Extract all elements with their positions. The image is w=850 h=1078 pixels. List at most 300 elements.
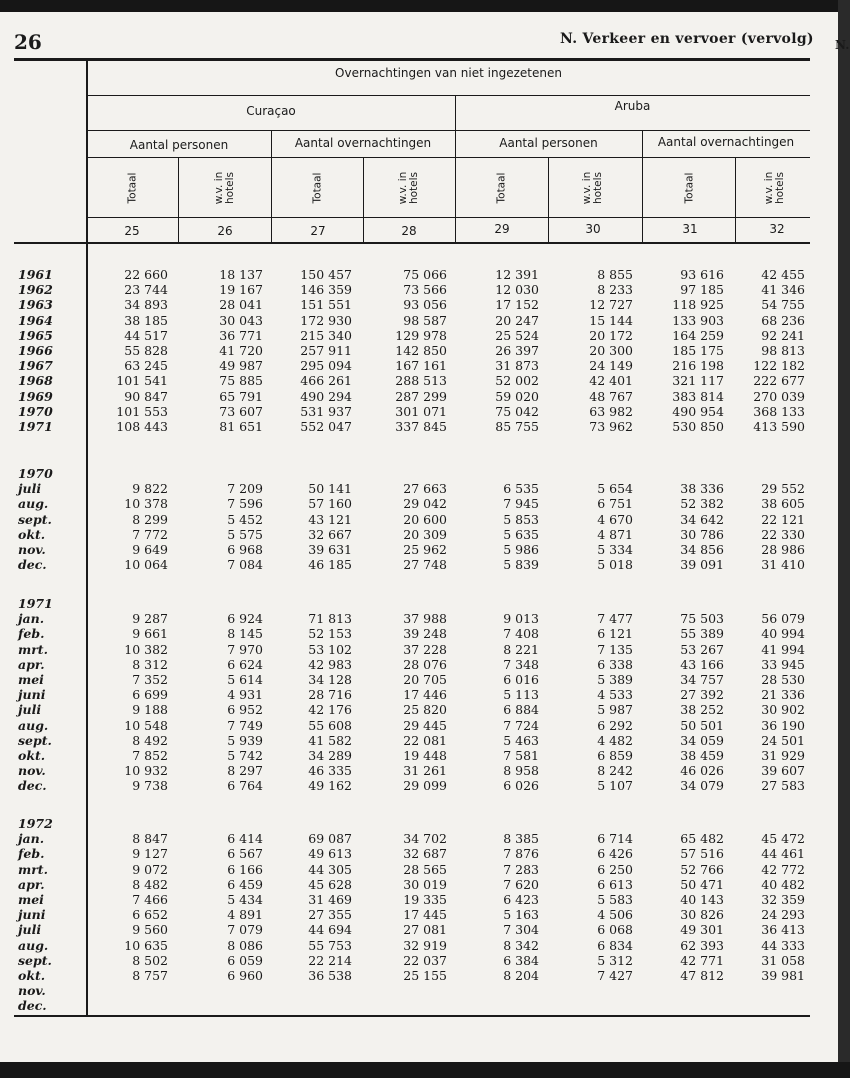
table-cell: 31 873 [495, 358, 539, 374]
table-cell: 4 670 [597, 511, 633, 527]
table-cell: 34 702 [403, 831, 447, 847]
table-cell: 8 855 [597, 267, 633, 282]
table-cell: 55 828 [124, 343, 168, 358]
table-cell: 7 427 [597, 968, 633, 983]
group-header-aruba-persons: Aantal personen [499, 136, 598, 150]
table-cell: 38 185 [124, 312, 168, 328]
table-cell: 19 167 [219, 282, 263, 298]
table-cell: 22 037 [403, 952, 447, 968]
row-label: jan. [18, 611, 45, 627]
table-cell: 59 020 [495, 388, 539, 404]
main-header: Overnachtingen van niet ingezetenen [335, 66, 562, 80]
table-cell: 7 352 [132, 672, 168, 687]
table-cell: 27 748 [403, 557, 447, 573]
table-cell: 52 382 [680, 496, 724, 512]
column-number: 26 [217, 224, 233, 238]
table-cell: 8 233 [597, 282, 633, 298]
table-cell: 6 699 [132, 687, 168, 703]
row-label: aug. [18, 496, 49, 512]
table-cell: 7 724 [503, 717, 539, 733]
table-cell: 41 720 [219, 343, 263, 358]
table-cell: 42 983 [308, 656, 352, 672]
table-bottom-rule [14, 1015, 810, 1017]
table-cell: 9 072 [132, 861, 168, 877]
row-label: juli [18, 922, 42, 938]
table-cell: 216 198 [672, 358, 724, 374]
table-cell: 6 121 [597, 626, 633, 642]
table-cell: 5 575 [227, 526, 263, 542]
table-cell: 31 929 [761, 748, 805, 763]
table-cell: 4 506 [597, 907, 633, 923]
table-cell: 27 663 [403, 481, 447, 497]
column-number: 27 [310, 224, 326, 238]
table-cell: 4 482 [597, 732, 633, 748]
section-year-label: 1972 [18, 816, 53, 831]
table-cell: 39 248 [403, 626, 447, 642]
table-cell: 7 620 [503, 876, 539, 892]
table-cell: 6 535 [503, 481, 539, 497]
table-cell: 57 516 [680, 846, 724, 862]
table-cell: 56 079 [761, 611, 805, 627]
table-cell: 34 079 [680, 778, 724, 794]
table-cell: 10 064 [124, 557, 168, 573]
table-cell: 10 382 [124, 641, 168, 657]
subcolumn-header: Totaal [311, 172, 324, 204]
section-year-label: 1970 [18, 466, 53, 481]
row-label: 1965 [18, 327, 53, 343]
table-cell: 50 471 [680, 876, 724, 892]
table-cell: 44 461 [761, 846, 805, 862]
table-cell: 81 651 [219, 419, 263, 434]
table-cell: 368 133 [753, 403, 805, 419]
header-top-rule [14, 58, 810, 61]
table-cell: 6 652 [132, 907, 168, 923]
scan-border-bottom [0, 1062, 850, 1078]
table-cell: 22 081 [403, 732, 447, 748]
row-label: juli [18, 481, 42, 497]
table-cell: 31 058 [761, 952, 805, 968]
table-cell: 5 839 [503, 557, 539, 573]
subcolumn-header: Totaal [126, 172, 139, 204]
table-cell: 6 423 [503, 892, 539, 907]
row-label: juni [18, 687, 46, 703]
table-cell: 7 477 [597, 611, 633, 627]
table-cell: 29 445 [403, 717, 447, 733]
table-cell: 32 359 [761, 892, 805, 907]
table-cell: 24 149 [589, 358, 633, 374]
table-cell: 36 538 [308, 968, 352, 983]
table-cell: 45 628 [308, 876, 352, 892]
table-cell: 49 162 [308, 778, 352, 794]
table-cell: 8 299 [132, 511, 168, 527]
table-cell: 12 727 [589, 297, 633, 313]
next-page-section-fragment: N. [835, 38, 850, 52]
table-cell: 6 714 [597, 831, 633, 847]
table-cell: 53 267 [680, 641, 724, 657]
table-cell: 146 359 [300, 282, 352, 298]
subcolumn-header: w.v. in hotels [213, 171, 236, 205]
table-cell: 5 452 [227, 511, 263, 527]
row-label: feb. [18, 846, 45, 862]
table-cell: 52 002 [495, 373, 539, 389]
table-cell: 73 607 [219, 403, 263, 419]
table-cell: 55 608 [308, 717, 352, 733]
row-label: juni [18, 907, 46, 923]
row-label: 1967 [18, 358, 53, 374]
table-cell: 466 261 [300, 373, 352, 389]
table-cell: 34 893 [124, 297, 168, 313]
table-cell: 5 113 [503, 687, 539, 703]
table-cell: 5 018 [597, 557, 633, 573]
table-cell: 27 355 [308, 907, 352, 923]
table-cell: 34 642 [680, 511, 724, 527]
table-cell: 8 221 [503, 641, 539, 657]
region-header-aruba: Aruba [614, 99, 651, 113]
table-cell: 7 945 [503, 496, 539, 512]
scan-border-right [838, 0, 850, 1078]
table-cell: 92 241 [761, 327, 805, 343]
table-cell: 71 813 [308, 611, 352, 627]
row-label: sept. [18, 952, 52, 968]
table-cell: 55 753 [308, 937, 352, 953]
group-header-rule [87, 157, 810, 158]
row-label: aug. [18, 937, 49, 953]
row-label: nov. [18, 542, 46, 557]
table-cell: 24 501 [761, 732, 805, 748]
table-cell: 7 283 [503, 861, 539, 877]
table-cell: 57 160 [308, 496, 352, 512]
table-cell: 6 292 [597, 717, 633, 733]
table-cell: 75 042 [495, 403, 539, 419]
row-label: 1963 [18, 297, 53, 313]
table-cell: 44 333 [761, 937, 805, 953]
table-cell: 46 026 [680, 763, 724, 779]
table-cell: 30 019 [403, 876, 447, 892]
table-cell: 31 469 [308, 892, 352, 907]
table-cell: 29 042 [403, 496, 447, 512]
table-cell: 7 348 [503, 656, 539, 672]
table-cell: 10 548 [124, 717, 168, 733]
row-label: dec. [18, 998, 47, 1014]
table-cell: 101 541 [116, 373, 168, 389]
column-number-rule [14, 242, 810, 244]
table-cell: 383 814 [672, 388, 724, 404]
table-cell: 6 384 [503, 952, 539, 968]
table-cell: 97 185 [680, 282, 724, 298]
table-cell: 4 931 [227, 687, 263, 703]
table-cell: 98 813 [761, 343, 805, 358]
table-cell: 42 401 [589, 373, 633, 389]
table-cell: 151 551 [300, 297, 352, 313]
subcolumn-divider-2 [363, 158, 364, 244]
table-cell: 6 068 [597, 922, 633, 938]
table-cell: 36 771 [219, 327, 263, 343]
table-cell: 6 166 [227, 861, 263, 877]
row-label: mrt. [18, 641, 48, 657]
table-cell: 164 259 [672, 327, 724, 343]
table-cell: 5 635 [503, 526, 539, 542]
section-title: N. Verkeer en vervoer (vervolg) [560, 31, 814, 47]
table-cell: 6 624 [227, 656, 263, 672]
table-cell: 29 099 [403, 778, 447, 794]
table-cell: 39 981 [761, 968, 805, 983]
table-cell: 185 175 [672, 343, 724, 358]
column-number: 32 [769, 222, 785, 236]
table-cell: 42 455 [761, 267, 805, 282]
table-cell: 34 128 [308, 672, 352, 687]
table-cell: 9 127 [132, 846, 168, 862]
table-cell: 93 056 [403, 297, 447, 313]
table-cell: 8 958 [503, 763, 539, 779]
row-label: sept. [18, 511, 52, 527]
table-cell: 8 086 [227, 937, 263, 953]
table-cell: 33 945 [761, 656, 805, 672]
table-cell: 37 988 [403, 611, 447, 627]
table-cell: 49 301 [680, 922, 724, 938]
row-label: 1968 [18, 373, 53, 389]
table-cell: 49 987 [219, 358, 263, 374]
table-cell: 46 185 [308, 557, 352, 573]
subcolumn-header: Totaal [495, 172, 508, 204]
row-label: sept. [18, 732, 52, 748]
table-cell: 4 891 [227, 907, 263, 923]
table-cell: 17 445 [403, 907, 447, 923]
table-cell: 43 166 [680, 656, 724, 672]
table-cell: 6 960 [227, 968, 263, 983]
table-cell: 28 041 [219, 297, 263, 313]
row-label: mei [18, 892, 44, 907]
table-cell: 63 982 [589, 403, 633, 419]
table-cell: 7 876 [503, 846, 539, 862]
table-cell: 6 426 [597, 846, 633, 862]
table-cell: 9 013 [503, 611, 539, 627]
column-number: 31 [682, 222, 698, 236]
table-cell: 7 466 [132, 892, 168, 907]
table-cell: 28 986 [761, 542, 805, 557]
table-cell: 25 820 [403, 702, 447, 718]
group-header-aruba-nights: Aantal overnachtingen [657, 135, 795, 149]
table-cell: 22 330 [761, 526, 805, 542]
table-cell: 10 635 [124, 937, 168, 953]
table-cell: 10 378 [124, 496, 168, 512]
table-cell: 5 987 [597, 702, 633, 718]
row-label: 1970 [18, 403, 53, 419]
region-header-rule [87, 130, 810, 131]
table-cell: 90 847 [124, 388, 168, 404]
subcolumn-header: w.v. in hotels [763, 171, 786, 205]
table-cell: 69 087 [308, 831, 352, 847]
row-label: mrt. [18, 861, 48, 877]
table-cell: 48 767 [589, 388, 633, 404]
table-cell: 5 853 [503, 511, 539, 527]
table-cell: 38 459 [680, 748, 724, 763]
row-label: okt. [18, 526, 46, 542]
table-cell: 8 312 [132, 656, 168, 672]
table-cell: 4 533 [597, 687, 633, 703]
scan-border-top [0, 0, 850, 12]
table-cell: 15 144 [589, 312, 633, 328]
table-cell: 490 294 [300, 388, 352, 404]
table-cell: 5 654 [597, 481, 633, 497]
table-cell: 6 414 [227, 831, 263, 847]
table-cell: 295 094 [300, 358, 352, 374]
table-cell: 38 336 [680, 481, 724, 497]
table-cell: 167 161 [395, 358, 447, 374]
table-cell: 9 822 [132, 481, 168, 497]
table-cell: 42 772 [761, 861, 805, 877]
table-cell: 55 389 [680, 626, 724, 642]
table-cell: 6 751 [597, 496, 633, 512]
table-cell: 20 247 [495, 312, 539, 328]
table-cell: 31 410 [761, 557, 805, 573]
table-cell: 490 954 [672, 403, 724, 419]
table-cell: 530 850 [672, 419, 724, 434]
table-cell: 150 457 [300, 267, 352, 282]
row-label: apr. [18, 876, 45, 892]
table-cell: 8 847 [132, 831, 168, 847]
table-cell: 288 513 [395, 373, 447, 389]
table-cell: 9 188 [132, 702, 168, 718]
table-cell: 172 930 [300, 312, 352, 328]
table-cell: 337 845 [395, 419, 447, 434]
table-cell: 34 856 [680, 542, 724, 557]
table-cell: 6 026 [503, 778, 539, 794]
table-cell: 142 850 [395, 343, 447, 358]
table-cell: 27 392 [680, 687, 724, 703]
table-cell: 133 903 [672, 312, 724, 328]
table-cell: 7 209 [227, 481, 263, 497]
table-cell: 27 583 [761, 778, 805, 794]
group-header-curacao-nights: Aantal overnachtingen [294, 136, 432, 150]
table-cell: 24 293 [761, 907, 805, 923]
column-number: 25 [124, 224, 140, 238]
table-cell: 8 342 [503, 937, 539, 953]
table-cell: 531 937 [300, 403, 352, 419]
table-cell: 26 397 [495, 343, 539, 358]
column-number: 29 [494, 222, 510, 236]
table-cell: 9 738 [132, 778, 168, 794]
table-cell: 8 242 [597, 763, 633, 779]
table-cell: 321 117 [672, 373, 724, 389]
table-cell: 44 305 [308, 861, 352, 877]
table-cell: 68 236 [761, 312, 805, 328]
table-cell: 8 492 [132, 732, 168, 748]
row-label: 1971 [18, 419, 53, 434]
subcolumn-header-rule [87, 217, 810, 218]
table-cell: 7 084 [227, 557, 263, 573]
table-cell: 6 567 [227, 846, 263, 862]
subcolumn-divider-1 [178, 158, 179, 244]
table-cell: 75 885 [219, 373, 263, 389]
row-label: okt. [18, 748, 46, 763]
table-cell: 39 607 [761, 763, 805, 779]
row-label: 1964 [18, 312, 53, 328]
table-cell: 42 176 [308, 702, 352, 718]
table-cell: 7 772 [132, 526, 168, 542]
table-cell: 5 312 [597, 952, 633, 968]
region-header-curacao: Curaçao [246, 104, 296, 118]
table-cell: 8 757 [132, 968, 168, 983]
subcolumn-header: w.v. in hotels [581, 171, 604, 205]
table-cell: 8 145 [227, 626, 263, 642]
table-cell: 6 834 [597, 937, 633, 953]
table-cell: 5 434 [227, 892, 263, 907]
table-cell: 5 986 [503, 542, 539, 557]
table-cell: 5 334 [597, 542, 633, 557]
table-cell: 43 121 [308, 511, 352, 527]
table-cell: 62 393 [680, 937, 724, 953]
table-cell: 85 755 [495, 419, 539, 434]
table-cell: 552 047 [300, 419, 352, 434]
table-cell: 6 613 [597, 876, 633, 892]
table-cell: 215 340 [300, 327, 352, 343]
table-cell: 101 553 [116, 403, 168, 419]
table-cell: 30 043 [219, 312, 263, 328]
table-cell: 22 214 [308, 952, 352, 968]
table-cell: 108 443 [116, 419, 168, 434]
table-cell: 18 137 [219, 267, 263, 282]
table-cell: 7 079 [227, 922, 263, 938]
table-cell: 37 228 [403, 641, 447, 657]
row-label: okt. [18, 968, 46, 983]
table-cell: 40 143 [680, 892, 724, 907]
table-cell: 40 482 [761, 876, 805, 892]
table-cell: 75 066 [403, 267, 447, 282]
table-cell: 9 287 [132, 611, 168, 627]
table-cell: 9 560 [132, 922, 168, 938]
table-cell: 17 446 [403, 687, 447, 703]
row-label: jan. [18, 831, 45, 847]
table-cell: 6 859 [597, 748, 633, 763]
row-label: mei [18, 672, 44, 687]
table-cell: 36 413 [761, 922, 805, 938]
table-cell: 41 582 [308, 732, 352, 748]
table-cell: 12 030 [495, 282, 539, 298]
section-year-label: 1971 [18, 596, 53, 611]
row-label: dec. [18, 557, 47, 573]
row-label: 1961 [18, 267, 53, 282]
table-cell: 7 596 [227, 496, 263, 512]
table-cell: 8 204 [503, 968, 539, 983]
table-cell: 45 472 [761, 831, 805, 847]
table-cell: 25 962 [403, 542, 447, 557]
main-header-rule [87, 95, 810, 96]
table-cell: 7 852 [132, 748, 168, 763]
table-cell: 73 962 [589, 419, 633, 434]
table-cell: 6 459 [227, 876, 263, 892]
table-cell: 19 335 [403, 892, 447, 907]
table-cell: 6 968 [227, 542, 263, 557]
table-cell: 65 791 [219, 388, 263, 404]
table-cell: 270 039 [753, 388, 805, 404]
row-label: juli [18, 702, 42, 718]
table-cell: 29 552 [761, 481, 805, 497]
table-cell: 7 135 [597, 641, 633, 657]
table-cell: 30 902 [761, 702, 805, 718]
table-cell: 28 716 [308, 687, 352, 703]
table-cell: 30 786 [680, 526, 724, 542]
row-label: nov. [18, 763, 46, 779]
table-cell: 118 925 [672, 297, 724, 313]
table-cell: 75 503 [680, 611, 724, 627]
table-cell: 7 970 [227, 641, 263, 657]
table-cell: 22 660 [124, 267, 168, 282]
table-cell: 6 884 [503, 702, 539, 718]
table-cell: 93 616 [680, 267, 724, 282]
row-label: nov. [18, 983, 46, 999]
table-cell: 22 121 [761, 511, 805, 527]
table-cell: 46 335 [308, 763, 352, 779]
